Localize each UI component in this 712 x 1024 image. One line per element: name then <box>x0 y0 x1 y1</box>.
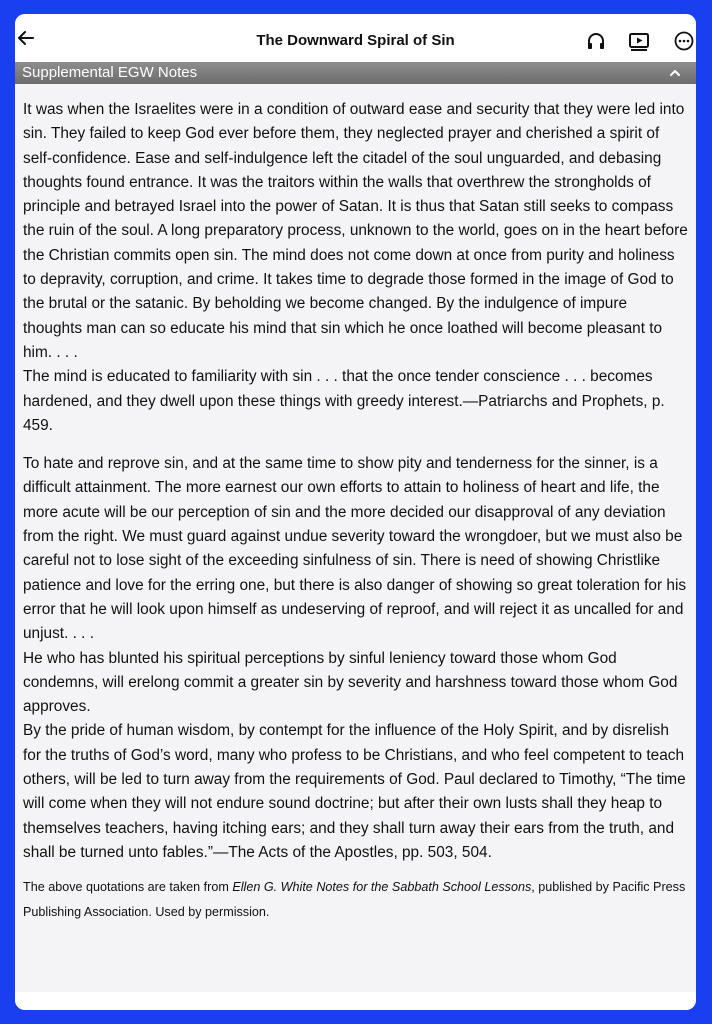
credit-text: The above quotations are taken from <box>23 880 233 895</box>
top-navigation-bar <box>15 14 696 64</box>
app-window <box>15 14 696 1010</box>
notes-content <box>23 98 689 924</box>
paragraph: The mind is educated to familiarity with sin . . . that the once tender conscience . . . becomes hardened, and they dwell upon these things with greedy interest.—Patriarchs and Prophets, p. 459. <box>23 368 665 434</box>
chevron-up-icon[interactable] <box>668 66 682 80</box>
paragraph: It was when the Israelites were in a condition of outward ease and security that they were led into sin. They failed to keep God ever before them, they neglected prayer and cherished a spirit of self-confidence. Ease and self-indulgence left the citadel of the soul unguarded, and debasing thoughts found entrance. It was the traitors within the walls that overthrew the strongholds of principle and betrayed Israel into the power of Satan. It is thus that Satan still seeks to compass the ruin of the soul. A long preparatory process, unknown to the world, goes on in the heart before the Christian commits open sin. The mind does not come down at once from purity and holiness to depravity, corruption, and crime. It takes time to degrade those formed in the image of God to the brutal or the satanic. By beholding we become changed. By the indulgence of impure thoughts man can so educate his mind that sin which he once loathed will become pleasant to him. . . . <box>23 101 688 361</box>
paragraph-gap <box>23 438 689 452</box>
paragraph: He who has blunted his spiritual perceptions by sinful leniency toward those whom God condemns, will erelong commit a greater sin by severity and harshness toward those whom God approves. <box>23 649 678 716</box>
page-title: The Downward Spiral of Sin <box>256 32 455 49</box>
more-options-icon[interactable] <box>673 30 695 52</box>
paragraph: To hate and reprove sin, and at the same time to show pity and tenderness for the sinner, is a difficult attainment. The more earnest our own efforts to attain to holiness of heart and life, the more acute will be our perception of sin and the more decided our disapproval of any deviation from the right. We must guard against undue severity toward the wrongdoer, but we must also be careful not to lose sight of the exceeding sinfulness of sin. There is need of showing Christlike patience and love for the erring one, but there is also danger of showing so great toleration for his error that he will look upon himself as undeserving of reproof, and will reject it as uncalled for and unjust. . . . <box>23 455 687 643</box>
play-video-icon[interactable] <box>628 30 650 52</box>
credit-book-title: Ellen G. White Notes for the Sabbath School Lessons <box>232 880 532 895</box>
bottom-strip <box>15 992 696 1010</box>
permission-credit <box>23 875 689 924</box>
section-title: Supplemental EGW Notes <box>22 64 198 81</box>
credit-text-end: , published by Pacific Press Publishing Association. Used by permission. <box>23 880 686 919</box>
section-header[interactable] <box>15 62 696 84</box>
paragraph: By the pride of human wisdom, by contempt for the influence of the Holy Spirit, and by disrelish for the truths of God’s word, many who profess to be Christians, and who feel competent to teach others, will be led to turn away from the requirements of God. Paul declared to Timothy, “The time will come when they will not endure sound doctrine; but after their own lusts shall they heap to themselves teachers, having itching ears; and they shall turn away their ears from the truth, and shall be turned unto fables.”—The Acts of the Apostles, pp. 503, 504. <box>23 722 686 861</box>
headphones-icon[interactable] <box>585 30 607 52</box>
